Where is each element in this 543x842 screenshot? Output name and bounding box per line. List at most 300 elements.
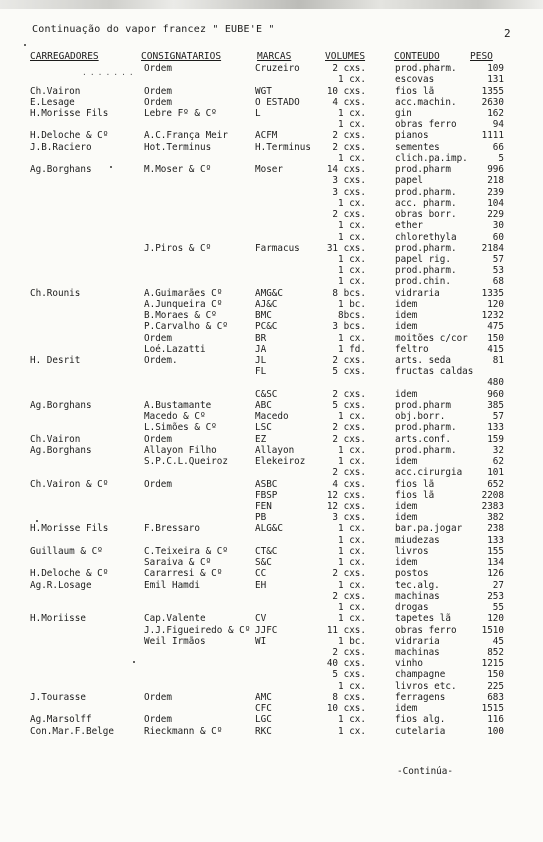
volumes-cell: 4 cxs. — [332, 478, 366, 490]
contents-cell: champagne — [395, 669, 446, 681]
volumes-cell: 8 bcs. — [332, 287, 366, 299]
contents-cell: livros — [395, 545, 429, 557]
table-row — [0, 130, 543, 142]
shipper-cell: Ag.Borghans — [30, 399, 92, 411]
column-header-carregadores: CARREGADORES — [30, 51, 99, 62]
shipper-cell: H. Desrit — [30, 355, 81, 366]
scan-edge-shadow — [0, 0, 543, 9]
contents-cell: arts. seda — [395, 355, 451, 366]
table-row — [0, 580, 543, 592]
table-row — [0, 568, 543, 580]
contents-cell: papel rig. — [395, 253, 451, 265]
contents-cell: idem — [395, 388, 418, 400]
contents-cell: prod.pharm — [395, 164, 451, 176]
mark-cell: EZ — [255, 433, 267, 445]
mark-cell: JL — [255, 355, 267, 366]
volumes-cell: 12 cxs. — [326, 489, 366, 501]
table-row — [0, 456, 543, 468]
mark-cell: AMC — [255, 691, 272, 703]
consignee-cell: L.Simões & Cº — [144, 422, 217, 434]
ink-speck — [24, 44, 26, 46]
table-row — [0, 692, 543, 704]
contents-cell: tec.alg. — [395, 579, 440, 591]
table-row — [0, 647, 543, 659]
consignee-cell: M.Moser & Cº — [144, 164, 212, 176]
volumes-cell: 2 cxs. — [332, 590, 366, 602]
consignee-cell: Emil Hamdi — [144, 579, 200, 591]
consignee-cell: B.Moraes & Cº — [144, 310, 217, 322]
weight-cell: 238 — [487, 523, 504, 535]
consignee-cell: A.Guimarães Cº — [144, 287, 223, 299]
shipper-cell: Ch.Vairon — [30, 433, 81, 445]
volumes-cell: 1 cx. — [338, 725, 366, 737]
contents-cell: prod.chin. — [395, 276, 451, 288]
table-row — [0, 400, 543, 412]
shipper-cell: Guillaum & Cº — [30, 545, 103, 557]
volumes-cell: 11 cxs. — [326, 624, 366, 636]
weight-cell: 475 — [487, 321, 504, 333]
table-row — [0, 220, 543, 232]
table-row — [0, 74, 543, 86]
weight-cell: 2383 — [481, 501, 504, 512]
volumes-cell: 1 cx. — [338, 545, 366, 557]
consignee-cell: Ordem — [144, 691, 172, 703]
volumes-cell: 40 cxs. — [326, 658, 366, 670]
table-row — [0, 321, 543, 333]
volumes-cell: 3 cxs. — [332, 512, 366, 524]
contents-cell: pianos — [395, 130, 429, 142]
volumes-cell: 1 cx. — [338, 523, 366, 535]
weight-cell: 996 — [487, 164, 504, 176]
contents-cell: acc.machin. — [395, 96, 457, 108]
contents-cell: prod.pharm. — [395, 242, 457, 254]
volumes-cell: 1 cx. — [338, 265, 366, 277]
volumes-cell: 1 cx. — [338, 231, 366, 243]
contents-cell: prod.pharm — [395, 399, 451, 411]
contents-cell: fios lã — [395, 489, 435, 501]
shipper-cell: Ag.Borghans — [30, 164, 92, 176]
weight-cell: 239 — [487, 186, 504, 198]
contents-cell: papel — [395, 175, 423, 187]
table-row — [0, 108, 543, 120]
weight-cell: 2630 — [481, 96, 504, 108]
consignee-cell: Ordem. — [144, 355, 178, 366]
mark-cell: PC&C — [255, 321, 278, 333]
mark-cell: Elekeiroz — [255, 456, 306, 468]
contents-cell: feltro — [395, 343, 429, 355]
volumes-cell: 1 cx. — [338, 276, 366, 288]
weight-cell: 150 — [487, 332, 504, 344]
table-row — [0, 512, 543, 524]
consignee-cell: Ordem — [144, 433, 172, 445]
weight-cell: 62 — [492, 456, 504, 468]
shipper-cell: H.Deloche & Cº — [30, 568, 109, 580]
volumes-cell: 1 cx. — [338, 557, 366, 569]
table-row — [0, 333, 543, 345]
volumes-cell: 8bcs. — [338, 310, 366, 322]
volumes-cell: 31 cxs. — [326, 242, 366, 254]
weight-cell: 131 — [487, 74, 504, 86]
contents-cell: postos — [395, 568, 429, 580]
contents-cell: prod.pharm. — [395, 63, 457, 74]
weight-cell: 60 — [492, 231, 504, 243]
contents-cell: idem — [395, 703, 418, 715]
contents-cell: obras ferro — [395, 624, 457, 636]
contents-cell: idem — [395, 557, 418, 569]
mark-cell: AJ&C — [255, 298, 278, 310]
volumes-cell: 1 cx. — [338, 152, 366, 164]
consignee-cell: Loé.Lazatti — [144, 343, 206, 355]
table-row — [0, 389, 543, 401]
mark-cell: ABC — [255, 399, 272, 411]
table-row — [0, 703, 543, 715]
contents-cell: acc.cirurgia — [395, 467, 463, 479]
weight-cell: 155 — [487, 545, 504, 557]
table-row — [0, 636, 543, 648]
ink-speck — [133, 661, 135, 663]
shipper-cell: Con.Mar.F.Belge — [30, 725, 114, 737]
volumes-cell: 4 cxs. — [332, 96, 366, 108]
table-row — [0, 344, 543, 356]
weight-cell: 162 — [487, 107, 504, 119]
table-row — [0, 119, 543, 131]
ink-speck — [110, 166, 112, 168]
volumes-cell: 2 cxs. — [332, 568, 366, 580]
consignee-cell: F.Bressaro — [144, 523, 200, 535]
table-row — [0, 164, 543, 176]
contents-cell: sementes — [395, 141, 440, 153]
table-row — [0, 198, 543, 210]
weight-cell: 53 — [492, 265, 504, 277]
weight-cell: 385 — [487, 399, 504, 411]
volumes-cell: 1 cx. — [338, 714, 366, 726]
contents-cell: prod.pharm. — [395, 186, 457, 198]
column-header-conteudo: CONTEUDO — [394, 51, 440, 62]
weight-cell: 32 — [492, 444, 504, 456]
volumes-cell: 3 cxs. — [332, 175, 366, 187]
contents-cell: obras borr. — [395, 209, 457, 220]
shipper-cell: Ag.R.Losage — [30, 579, 92, 591]
weight-cell: 159 — [487, 433, 504, 445]
contents-cell: vidraria — [395, 287, 440, 299]
shipper-cell: Ch.Rounis — [30, 287, 81, 299]
weight-cell: 101 — [487, 467, 504, 479]
consignee-cell: C.Teixeira & Cº — [144, 545, 228, 557]
volumes-cell: 2 cxs. — [332, 433, 366, 445]
mark-cell: O ESTADO — [255, 96, 300, 108]
weight-cell: 2184 — [481, 242, 504, 254]
table-row — [0, 310, 543, 322]
weight-cell: 68 — [492, 276, 504, 288]
continued-marker: -Continúa- — [397, 766, 453, 777]
contents-cell: idem — [395, 310, 418, 322]
weight-cell: 415 — [487, 343, 504, 355]
weight-cell: 116 — [487, 714, 504, 726]
mark-cell: ACFM — [255, 130, 278, 142]
shipper-cell: H.Morisse Fils — [30, 523, 109, 535]
mark-cell: FL — [255, 366, 267, 378]
contents-cell: drogas — [395, 602, 429, 613]
volumes-cell: 2 cxs. — [332, 388, 366, 400]
consignee-cell: A.C.França Meir — [144, 130, 228, 142]
contents-cell: arts.conf. — [395, 433, 451, 445]
volumes-cell: 1 cx. — [338, 613, 366, 625]
table-row — [0, 602, 543, 614]
volumes-cell: 1 cx. — [338, 197, 366, 209]
weight-cell: 45 — [492, 635, 504, 647]
contents-cell: escovas — [395, 74, 435, 86]
column-header-marcas: MARCAS — [257, 51, 292, 62]
weight-cell: 134 — [487, 557, 504, 569]
table-row — [0, 490, 543, 502]
contents-cell: idem — [395, 298, 418, 310]
volumes-cell: 1 cx. — [338, 579, 366, 591]
volumes-cell: 1 cx. — [338, 602, 366, 613]
volumes-cell: 1 cx. — [338, 220, 366, 232]
volumes-cell: 1 cx. — [338, 680, 366, 692]
volumes-cell: 1 fd. — [338, 343, 366, 355]
weight-cell: 382 — [487, 512, 504, 524]
contents-cell: moitões c/cor — [395, 332, 468, 344]
table-row — [0, 265, 543, 277]
mark-cell: Macedo — [255, 411, 289, 423]
page-number: 2 — [504, 27, 511, 40]
consignee-cell: Weil Irmãos — [144, 635, 206, 647]
shipper-cell: Ag.Borghans — [30, 444, 92, 456]
table-row — [0, 479, 543, 491]
volumes-cell: 2 cxs. — [332, 647, 366, 658]
weight-cell: 2208 — [481, 489, 504, 501]
mark-cell: Cruzeiro — [255, 63, 300, 74]
weight-cell: 126 — [487, 568, 504, 580]
contents-cell: vidraria — [395, 635, 440, 647]
weight-cell: 133 — [487, 534, 504, 546]
weight-cell: 120 — [487, 298, 504, 310]
mark-cell: CFC — [255, 703, 272, 715]
table-row — [0, 63, 543, 75]
consignee-cell: A.Bustamante — [144, 399, 212, 411]
consignee-cell: Rieckmann & Cº — [144, 725, 223, 737]
table-row — [0, 613, 543, 625]
weight-cell: 66 — [492, 141, 504, 153]
dotted-filler: ....... — [82, 68, 137, 77]
consignee-cell: S.P.C.L.Queiroz — [144, 456, 228, 468]
mark-cell: BMC — [255, 310, 272, 322]
contents-cell: machinas — [395, 590, 440, 602]
table-row — [0, 681, 543, 693]
weight-cell: 218 — [487, 175, 504, 187]
weight-cell: 852 — [487, 647, 504, 658]
weight-cell: 229 — [487, 209, 504, 220]
table-row — [0, 142, 543, 154]
weight-cell: 81 — [492, 355, 504, 366]
contents-cell: prod.pharm. — [395, 265, 457, 277]
table-row — [0, 669, 543, 681]
contents-cell: miudezas — [395, 534, 440, 546]
table-row — [0, 467, 543, 479]
weight-cell: 133 — [487, 422, 504, 434]
consignee-cell: P.Carvalho & Cº — [144, 321, 228, 333]
mark-cell: JA — [255, 343, 267, 355]
mark-cell: S&C — [255, 557, 272, 569]
volumes-cell: 1 bc. — [338, 635, 366, 647]
consignee-cell: A.Junqueira Cº — [144, 298, 223, 310]
consignee-cell: Cararresi & Cº — [144, 568, 223, 580]
weight-cell: 253 — [487, 590, 504, 602]
contents-cell: clich.pa.imp. — [395, 152, 468, 164]
volumes-cell: 2 cxs. — [332, 141, 366, 153]
volumes-cell: 10 cxs. — [326, 85, 366, 97]
contents-cell: fios lã — [395, 478, 435, 490]
consignee-cell: Cap.Valente — [144, 613, 206, 625]
mark-cell: FBSP — [255, 489, 278, 501]
table-row — [0, 422, 543, 434]
contents-cell: chlorethyla — [395, 231, 457, 243]
weight-cell: 1111 — [481, 130, 504, 142]
volumes-cell: 14 cxs. — [326, 164, 366, 176]
shipper-cell: J.B.Raciero — [30, 141, 92, 153]
table-row — [0, 557, 543, 569]
table-row — [0, 153, 543, 165]
volumes-cell: 2 cxs. — [332, 63, 366, 74]
contents-cell: ether — [395, 220, 423, 232]
volumes-cell: 12 cxs. — [326, 501, 366, 512]
volumes-cell: 3 cxs. — [332, 186, 366, 198]
weight-cell: 1215 — [481, 658, 504, 670]
table-row — [0, 254, 543, 266]
table-row — [0, 288, 543, 300]
mark-cell: L — [255, 107, 261, 119]
mark-cell: ASBC — [255, 478, 278, 490]
weight-cell: 120 — [487, 613, 504, 625]
volumes-cell: 2 cxs. — [332, 422, 366, 434]
weight-cell: 225 — [487, 680, 504, 692]
consignee-cell: Ordem — [144, 478, 172, 490]
volumes-cell: 2 cxs. — [332, 130, 366, 142]
contents-cell: idem — [395, 321, 418, 333]
consignee-cell: Ordem — [144, 332, 172, 344]
table-row — [0, 523, 543, 535]
consignee-cell: Saraiva & Cº — [144, 557, 212, 569]
volumes-cell: 1 cx. — [338, 534, 366, 546]
contents-cell: fios lã — [395, 85, 435, 97]
table-row — [0, 434, 543, 446]
weight-cell: 100 — [487, 725, 504, 737]
mark-cell: PB — [255, 512, 267, 524]
mark-cell: CV — [255, 613, 267, 625]
shipper-cell: E.Lesage — [30, 96, 75, 108]
volumes-cell: 8 cxs. — [332, 691, 366, 703]
table-row — [0, 726, 543, 738]
volumes-cell: 5 cxs. — [332, 399, 366, 411]
contents-cell: idem — [395, 512, 418, 524]
volumes-cell: 2 cxs. — [332, 209, 366, 220]
consignee-cell: J.Piros & Cº — [144, 242, 212, 254]
column-header-volumes: VOLUMES — [325, 51, 366, 62]
mark-cell: BR — [255, 332, 267, 344]
contents-cell: idem — [395, 456, 418, 468]
contents-cell: fios alg. — [395, 714, 446, 726]
table-row — [0, 411, 543, 423]
consignee-cell: Ordem — [144, 85, 172, 97]
column-header-consignatarios: CONSIGNATARIOS — [141, 51, 222, 62]
mark-cell: Moser — [255, 164, 283, 176]
mark-cell: Farmacus — [255, 242, 300, 254]
table-row — [0, 243, 543, 255]
table-row — [0, 501, 543, 513]
table-row — [0, 591, 543, 603]
mark-cell: WGT — [255, 85, 272, 97]
mark-cell: ALG&C — [255, 523, 283, 535]
mark-cell: LSC — [255, 422, 272, 434]
table-row — [0, 97, 543, 109]
weight-cell: 5 — [498, 152, 504, 164]
consignee-cell: Ordem — [144, 714, 172, 726]
volumes-cell: 1 cx. — [338, 107, 366, 119]
volumes-cell: 1 cx. — [338, 74, 366, 86]
contents-cell: prod.pharm. — [395, 444, 457, 456]
weight-cell: 27 — [492, 579, 504, 591]
table-row — [0, 625, 543, 637]
contents-cell: cutelaria — [395, 725, 446, 737]
table-row — [0, 232, 543, 244]
weight-cell: 1335 — [481, 287, 504, 299]
volumes-cell: 2 cxs. — [332, 355, 366, 366]
weight-cell: 1510 — [481, 624, 504, 636]
volumes-cell: 2 cxs. — [332, 467, 366, 479]
table-row — [0, 366, 543, 378]
contents-cell: livros etc. — [395, 680, 457, 692]
weight-cell: 104 — [487, 197, 504, 209]
mark-cell: CT&C — [255, 545, 278, 557]
weight-cell: 1355 — [481, 85, 504, 97]
consignee-cell: Ordem — [144, 63, 172, 74]
contents-cell: prod.pharm. — [395, 422, 457, 434]
contents-cell: obj.borr. — [395, 411, 446, 423]
mark-cell: H.Terminus — [255, 141, 311, 153]
table-row — [0, 714, 543, 726]
consignee-cell: Hot.Terminus — [144, 141, 212, 153]
mark-cell: C&SC — [255, 388, 278, 400]
weight-cell: 57 — [492, 411, 504, 423]
weight-cell: 57 — [492, 253, 504, 265]
shipper-cell: H.Moriisse — [30, 613, 86, 625]
table-row — [0, 377, 543, 389]
contents-cell: vinho — [395, 658, 423, 670]
volumes-cell: 1 bc. — [338, 298, 366, 310]
table-row — [0, 276, 543, 288]
contents-cell: tapetes lã — [395, 613, 451, 625]
table-row — [0, 445, 543, 457]
table-row — [0, 86, 543, 98]
contents-cell: acc. pharm. — [395, 197, 457, 209]
mark-cell: CC — [255, 568, 267, 580]
shipper-cell: Ag.Marsolff — [30, 714, 92, 726]
shipper-cell: Ch.Vairon — [30, 85, 81, 97]
contents-cell: fructas caldas — [395, 366, 474, 378]
mark-cell: WI — [255, 635, 267, 647]
weight-cell: 1232 — [481, 310, 504, 322]
shipper-cell: J.Tourasse — [30, 691, 86, 703]
consignee-cell: J.J.Figueiredo & Cº — [144, 624, 251, 636]
mark-cell: AMG&C — [255, 287, 283, 299]
volumes-cell: 1 cx. — [338, 411, 366, 423]
weight-cell: 1515 — [481, 703, 504, 715]
volumes-cell: 5 cxs. — [332, 669, 366, 681]
mark-cell: LGC — [255, 714, 272, 726]
mark-cell: EH — [255, 579, 267, 591]
weight-cell: 109 — [487, 63, 504, 74]
